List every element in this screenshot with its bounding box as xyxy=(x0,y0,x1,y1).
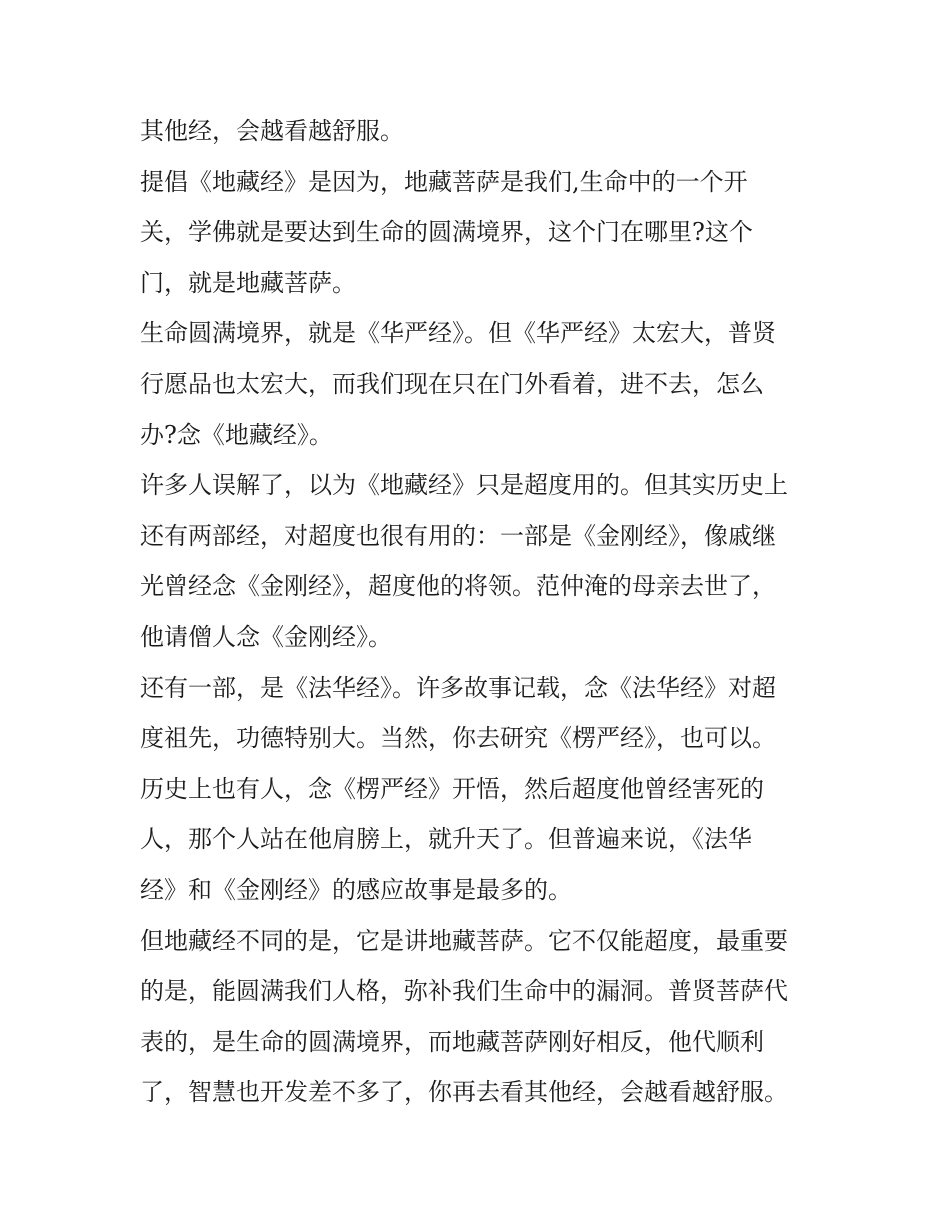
text-line: 历史上也有人，念《楞严经》开悟，然后超度他曾经害死的 xyxy=(140,774,764,803)
text-line: 表的，是生命的圆满境界，而地藏菩萨刚好相反，他代顺利 xyxy=(140,1027,764,1056)
text-line: 生命圆满境界，就是《华严经》。但《华严经》太宏大，普贤 xyxy=(140,319,776,348)
text-line: 提倡《地藏经》是因为，地藏菩萨是我们,生命中的一个开 xyxy=(140,167,748,196)
document-body xyxy=(140,106,820,1118)
text-line: 其他经，会越看越舒服。 xyxy=(140,117,404,145)
text-line: 门，就是地藏菩萨。 xyxy=(140,268,356,297)
text-line: 还有两部经，对超度也很有用的：一部是《金刚经》，像戚继 xyxy=(140,521,776,550)
text-line: 还有一部，是《法华经》。许多故事记载，念《法华经》对超 xyxy=(140,673,776,702)
text-line: 人，那个人站在他肩膀上，就升天了。但普遍来说，《法华 xyxy=(140,825,752,854)
text-line: 但地藏经不同的是，它是讲地藏菩萨。它不仅能超度，最重要 xyxy=(140,926,788,955)
text-line: 许多人误解了，以为《地藏经》只是超度用的。但其实历史上 xyxy=(140,471,788,500)
text-line: 度祖先，功德特别大。当然，你去研究《楞严经》，也可以。 xyxy=(140,724,776,753)
text-line: 光曾经念《金刚经》，超度他的将领。范仲淹的母亲去世了， xyxy=(140,572,776,601)
text-line: 的是，能圆满我们人格，弥补我们生命中的漏洞。普贤菩萨代 xyxy=(140,977,788,1006)
text-line: 办?念《地藏经》。 xyxy=(140,420,333,449)
text-line: 经》和《金刚经》的感应故事是最多的。 xyxy=(140,875,572,904)
text-line: 行愿品也太宏大，而我们现在只在门外看着，进不去，怎么 xyxy=(140,369,764,398)
text-line: 了，智慧也开发差不多了，你再去看其他经，会越看越舒服。 xyxy=(140,1078,788,1107)
text-line: 他请僧人念《金刚经》。 xyxy=(140,622,392,651)
text-line: 关，学佛就是要达到生命的圆满境界，这个门在哪里?这个 xyxy=(140,218,753,247)
